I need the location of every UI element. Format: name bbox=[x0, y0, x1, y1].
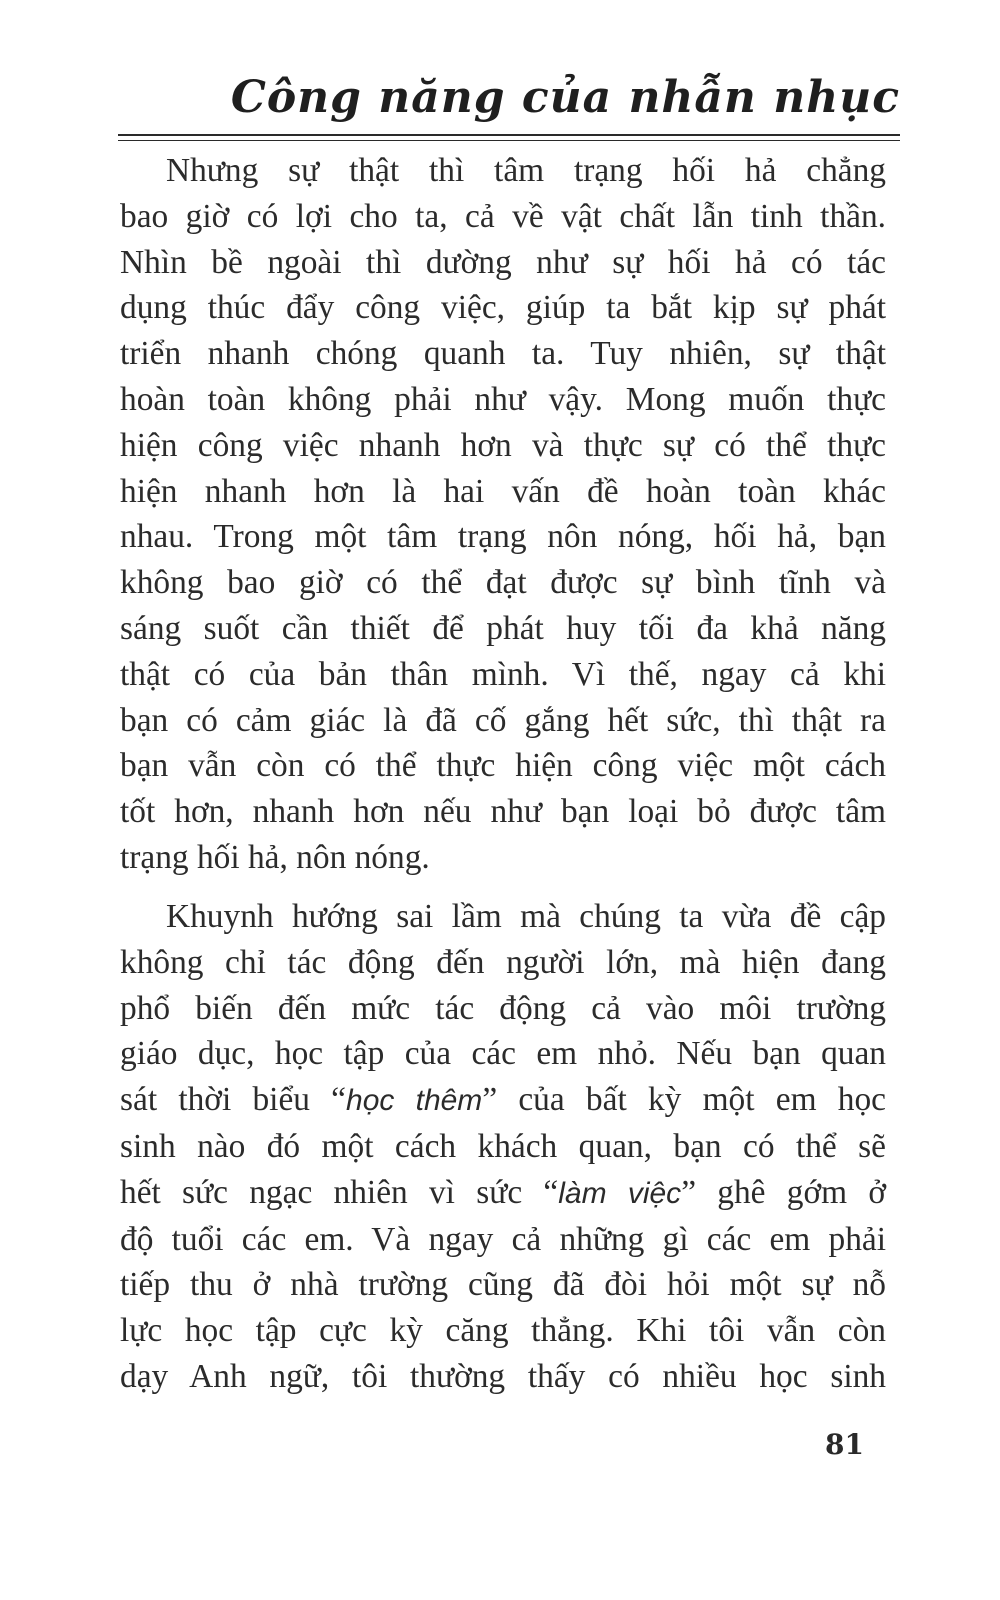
paragraph-1 bbox=[120, 148, 886, 881]
paragraph-line: độ tuổi các em. Và ngay cả những gì các em phải bbox=[120, 1220, 886, 1258]
line-text: ” ghê gớm ở bbox=[681, 1173, 887, 1211]
paragraph-line: bạn vẫn còn có thể thực hiện công việc một cách bbox=[120, 747, 886, 785]
emphasized-phrase: học thêm bbox=[346, 1084, 483, 1118]
line-text: hết sức ngạc nhiên vì sức “ bbox=[120, 1173, 559, 1211]
header-divider bbox=[118, 134, 900, 141]
paragraph-line: Nhưng sự thật thì tâm trạng hối hả chẳng bbox=[166, 152, 886, 189]
paragraph-line: lực học tập cực kỳ căng thẳng. Khi tôi vẫn còn bbox=[120, 1312, 886, 1350]
paragraph-2 bbox=[120, 894, 886, 1400]
paragraph-line: bao giờ có lợi cho ta, cả về vật chất lẫn tinh thần. bbox=[120, 197, 886, 235]
paragraph-line: phổ biến đến mức tác động cả vào môi trường bbox=[120, 989, 886, 1027]
paragraph-line: triển nhanh chóng quanh ta. Tuy nhiên, sự thật bbox=[120, 335, 886, 373]
paragraph-line: thật có của bản thân mình. Vì thế, ngay cả khi bbox=[120, 655, 886, 693]
paragraph-line: dạy Anh ngữ, tôi thường thấy có nhiều học sinh bbox=[120, 1357, 886, 1395]
paragraph-line: giáo dục, học tập của các em nhỏ. Nếu bạn quan bbox=[120, 1035, 886, 1073]
paragraph-line: Nhìn bề ngoài thì dường như sự hối hả có tác bbox=[120, 243, 886, 281]
paragraph-line: bạn có cảm giác là đã cố gắng hết sức, thì thật ra bbox=[120, 701, 886, 739]
page-number: 81 bbox=[825, 1428, 864, 1461]
paragraph-line: không chỉ tác động đến người lớn, mà hiện đang bbox=[120, 943, 886, 981]
paragraph-line: hoàn toàn không phải như vậy. Mong muốn thực bbox=[120, 380, 886, 418]
paragraph-line: nhau. Trong một tâm trạng nôn nóng, hối hả, bạn bbox=[120, 518, 886, 556]
line-text: sát thời biểu “ bbox=[120, 1081, 347, 1119]
paragraph-line: Khuynh hướng sai lầm mà chúng ta vừa đề cập bbox=[166, 898, 886, 935]
paragraph-line: hiện công việc nhanh hơn và thực sự có thể thực bbox=[120, 426, 886, 464]
paragraph-line: dụng thúc đẩy công việc, giúp ta bắt kịp sự phát bbox=[120, 289, 886, 327]
paragraph-line: tiếp thu ở nhà trường cũng đã đòi hỏi một sự nỗ bbox=[120, 1266, 886, 1304]
line-text: ” của bất kỳ một em học bbox=[482, 1081, 887, 1119]
emphasized-phrase: làm việc bbox=[558, 1176, 682, 1210]
paragraph-line-with-emphasis bbox=[120, 1077, 886, 1124]
paragraph-line: trạng hối hả, nôn nóng. bbox=[120, 838, 430, 876]
paragraph-line: sáng suốt cần thiết để phát huy tối đa khả năng bbox=[120, 609, 886, 647]
running-header-title: Công năng của nhẫn nhục bbox=[230, 72, 900, 123]
paragraph-line: không bao giờ có thể đạt được sự bình tĩnh và bbox=[120, 564, 886, 602]
paragraph-line: sinh nào đó một cách khách quan, bạn có thể sẽ bbox=[120, 1127, 886, 1165]
paragraph-line-with-emphasis bbox=[120, 1170, 886, 1217]
paragraph-line: tốt hơn, nhanh hơn nếu như bạn loại bỏ được tâm bbox=[120, 793, 886, 831]
paragraph-line: hiện nhanh hơn là hai vấn đề hoàn toàn khác bbox=[120, 472, 886, 510]
